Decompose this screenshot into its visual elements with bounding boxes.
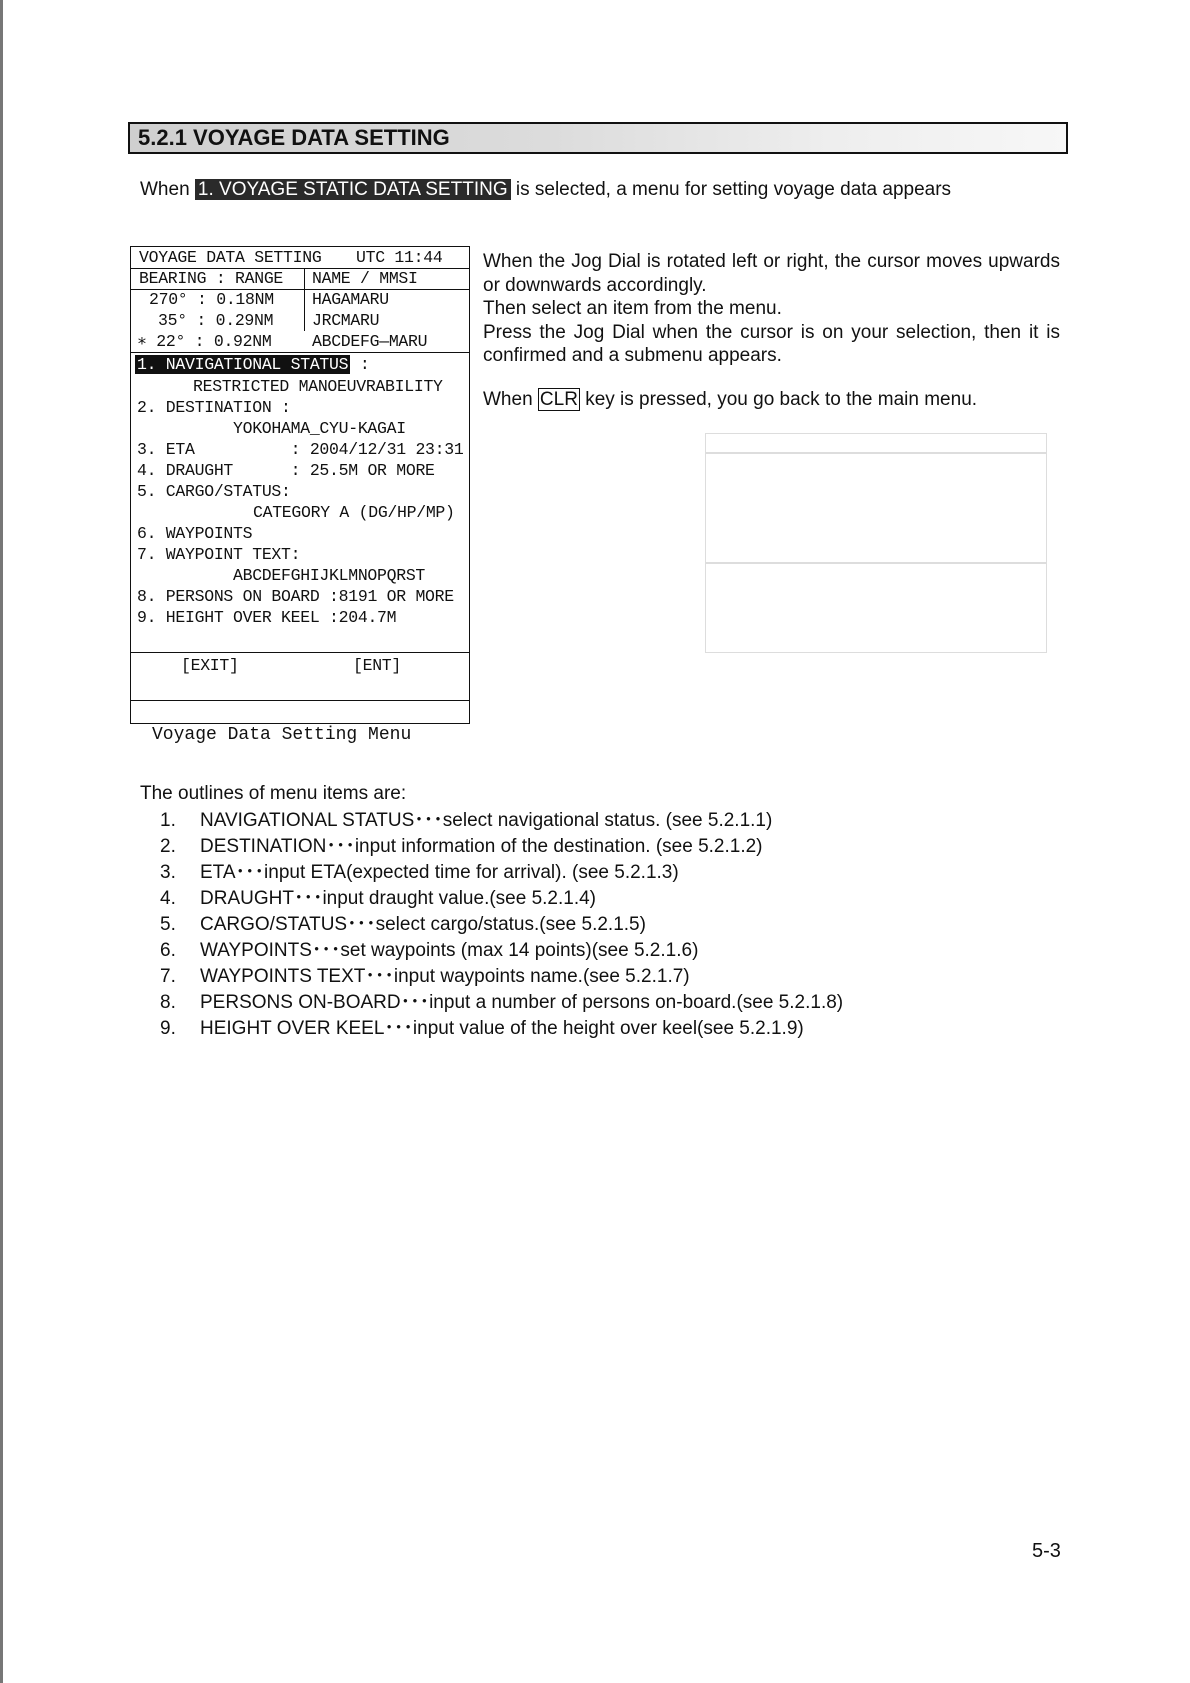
list-item — [140, 964, 843, 990]
list-item-number: 9. — [160, 1018, 176, 1039]
bearing-range-header: BEARING : RANGE — [139, 269, 284, 288]
persons-item[interactable]: 8. PERSONS ON BOARD :8191 OR MORE — [137, 587, 454, 606]
column-divider — [304, 268, 305, 331]
voyage-data-screen — [130, 246, 470, 724]
waypoint-text-item[interactable]: 7. WAYPOINT TEXT: — [137, 545, 301, 564]
height-item[interactable]: 9. HEIGHT OVER KEEL :204.7M — [137, 608, 397, 627]
target-bearing-range: ∗ 22° : 0.92NM — [137, 332, 272, 351]
clr-key: CLR — [539, 388, 578, 410]
list-item-text: PERSONS ON-BOARD･･･input a number of persons on-board.(see 5.2.1.8) — [200, 992, 844, 1013]
destination-value: YOKOHAMA_CYU-KAGAI — [233, 419, 406, 438]
scan-edge — [0, 0, 3, 1683]
ent-button[interactable]: [ENT] — [353, 656, 402, 675]
bleed-through-box — [705, 452, 1047, 454]
name-mmsi-header: NAME / MMSI — [312, 269, 418, 288]
list-item-text: ETA･･･input ETA(expected time for arrival). (see 5.2.1.3) — [200, 862, 679, 883]
list-item-text: DRAUGHT･･･input draught value.(see 5.2.1.4) — [200, 888, 597, 909]
list-item-number: 6. — [160, 940, 176, 961]
bleed-through-box — [705, 433, 1047, 653]
description-p1: When the Jog Dial is rotated left or right, the cursor moves upwards or downwards accordingly. — [483, 251, 1060, 296]
nav-status-colon: : — [359, 355, 370, 374]
intro-sentence — [140, 176, 951, 204]
intro-before: When — [140, 179, 195, 200]
target-name: JRCMARU — [312, 311, 380, 330]
description — [483, 250, 1060, 411]
page-number: 5-3 — [1032, 1540, 1061, 1562]
screen-caption: Voyage Data Setting Menu — [152, 725, 412, 745]
target-name: HAGAMARU — [312, 290, 389, 309]
list-item — [140, 1016, 843, 1042]
list-item-text: NAVIGATIONAL STATUS･･･select navigational status. (see 5.2.1.1) — [200, 810, 773, 831]
target-name: ABCDEFG—MARU — [312, 332, 428, 351]
eta-item[interactable]: 3. ETA : 2004/12/31 23:31 — [137, 440, 464, 459]
description-p4 — [483, 388, 1060, 412]
divider — [131, 652, 469, 653]
exit-button[interactable]: [EXIT] — [181, 656, 239, 675]
nav-status-value: RESTRICTED MANOEUVRABILITY — [193, 377, 443, 396]
divider — [131, 700, 469, 701]
intro-after: is selected, a menu for setting voyage data appears — [510, 179, 952, 200]
list-item-number: 3. — [160, 862, 176, 883]
nav-status-item[interactable] — [135, 354, 369, 375]
list-item-text: WAYPOINTS･･･set waypoints (max 14 points)(see 5.2.1.6) — [200, 940, 699, 961]
list-item-number: 5. — [160, 914, 176, 935]
list-item-text: HEIGHT OVER KEEL･･･input value of the height over keel(see 5.2.1.9) — [200, 1018, 804, 1039]
section-title: 5.2.1 VOYAGE DATA SETTING — [128, 122, 1068, 154]
list-item — [140, 808, 843, 834]
list-item — [140, 886, 843, 912]
list-item-number: 2. — [160, 836, 176, 857]
bleed-through-box — [705, 562, 1047, 564]
destination-item[interactable]: 2. DESTINATION : — [137, 398, 291, 417]
list-item-text: WAYPOINTS TEXT･･･input waypoints name.(see 5.2.1.7) — [200, 966, 690, 987]
list-item — [140, 860, 843, 886]
description-p2: Then select an item from the menu. — [483, 298, 782, 319]
list-item-text: CARGO/STATUS･･･select cargo/status.(see 5.2.1.5) — [200, 914, 646, 935]
list-item-number: 4. — [160, 888, 176, 909]
list-item — [140, 834, 843, 860]
screen-title: VOYAGE DATA SETTING — [139, 248, 322, 267]
target-bearing-range: 270° : 0.18NM — [149, 290, 274, 309]
list-item-number: 1. — [160, 810, 176, 831]
waypoint-text-value: ABCDEFGHIJKLMNOPQRST — [233, 566, 426, 585]
list-item — [140, 990, 843, 1016]
cargo-item[interactable]: 5. CARGO/STATUS: — [137, 482, 291, 501]
list-item — [140, 912, 843, 938]
description-p4-after: key is pressed, you go back to the main menu. — [579, 388, 978, 410]
list-item-text: DESTINATION･･･input information of the destination. (see 5.2.1.2) — [200, 836, 763, 857]
list-item-number: 7. — [160, 966, 176, 987]
intro-highlight: 1. VOYAGE STATIC DATA SETTING — [195, 179, 511, 200]
draught-item[interactable]: 4. DRAUGHT : 25.5M OR MORE — [137, 461, 435, 480]
outline-intro: The outlines of menu items are: — [140, 783, 407, 804]
screen-utc: UTC 11:44 — [356, 248, 443, 267]
cargo-value: CATEGORY A (DG/HP/MP) — [253, 503, 455, 522]
waypoints-item[interactable]: 6. WAYPOINTS — [137, 524, 253, 543]
outline-list — [140, 808, 843, 1042]
description-p3: Press the Jog Dial when the cursor is on your selection, then it is confirmed and a submenu appears. — [483, 321, 1060, 366]
divider — [131, 352, 469, 353]
list-item-number: 8. — [160, 992, 176, 1013]
list-item — [140, 938, 843, 964]
target-bearing-range: 35° : 0.29NM — [158, 311, 274, 330]
description-p4-before: When — [483, 388, 538, 410]
nav-status-cursor[interactable]: 1. NAVIGATIONAL STATUS — [137, 355, 349, 374]
